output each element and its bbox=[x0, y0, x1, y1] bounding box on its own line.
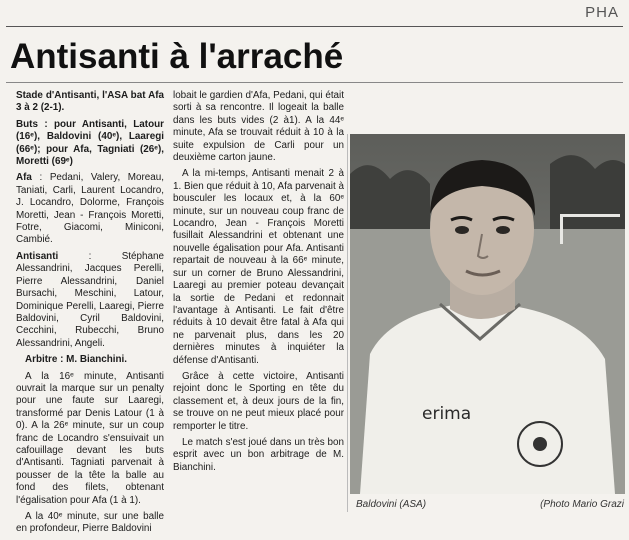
afa-lineup bbox=[16, 172, 164, 246]
afa-lineup-text: : Pedani, Valery, Moreau, Taniati, Carli, Laurent Locandro, J. Locandro, Dolorme, François Moretti, Jean - François Moretti, Fotre, Giacomi, Miniconi, Cambié. bbox=[16, 172, 164, 246]
body-paragraph-4: A la mi-temps, Antisanti menait 2 à 1. Bien que réduit à 10, Afa parvenait à bousculer les locaux et, à la 60ᵉ minute, sur un nouveau coup franc de Locandro, Jean - François Moretti fusillait Alessandrini et obtenant une nouvelle égalisation pour Afa. Antisanti repartait de nouveau à la 66ᵉ minute, sur un corner de Bruno Alessandrini, Laaregi au premier poteau devançait la sortie de Pedani et redonnait l'avantage à Antisanti. Le fait d'être réduits à 10 devait être fatal à Afa qui ne parvenait plus, dans les 20 dernières minutes à inquiéter la défense d'Antisanti. bbox=[173, 168, 344, 366]
body-paragraph-2: A la 40ᵉ minute, sur une balle en profondeur, Pierre Baldovini bbox=[16, 511, 164, 535]
photo-caption bbox=[356, 499, 624, 510]
antisanti-label: Antisanti bbox=[16, 250, 59, 262]
scorers-paragraph: Buts : pour Antisanti, Latour (16ᵉ), Baldovini (40ᵉ), Laaregi (66ᵉ); pour Afa, Tagniati (26ᵉ), Moretti (69ᵉ) bbox=[16, 118, 164, 168]
body-paragraph-5: Grâce à cette victoire, Antisanti rejoint donc le Sporting en tête du classement et, à deux jours de la fin, se trouve on ne peut mieux placé pour remporter le titre. bbox=[173, 370, 344, 432]
afa-label: Afa bbox=[16, 172, 32, 184]
body-paragraph-1: A la 16ᵉ minute, Antisanti ouvrait la marque sur un penalty pour une faute sur Laaregi, transformé par Denis Latour (1 à 0). A la 26ᵉ minute, sur un coup franc de Locandro s'ensuivait un cafouillage devant les buts d'Antisanti. Tagniati parvenait à pousser de la tête la balle au fond des filets, obtenant l'égalisation pour Afa (1 à 1). bbox=[16, 370, 164, 506]
antisanti-lineup-text: : Stéphane Alessandrini, Jacques Perelli, Pierre Alessandrini, Daniel Bursachi, Meschini, Latour, Dominique Perelli, Laaregi, Pierre Baldovini, Cyril Baldovini, Cecchini, Rubecchi, Bruno Alessandrini, Angeli. bbox=[16, 250, 164, 349]
top-rule bbox=[6, 26, 623, 27]
referee-line: Arbitre : M. Bianchini. bbox=[25, 354, 128, 366]
caption-subject: Baldovini (ASA) bbox=[356, 499, 427, 510]
shirt-text: erima bbox=[422, 404, 472, 424]
body-paragraph-3: lobait le gardien d'Afa, Pedani, qui était sorti à sa rencontre. Il logeait la balle dans les buts vides (2 à1). A la 44ᵉ minute, Afa se trouvait réduit à 10 à la suite expulsion de Carli pour un deuxième carton jaune. bbox=[173, 90, 344, 164]
headline-rule bbox=[6, 82, 623, 83]
body-paragraph-6: Le match s'est joué dans un très bon esprit avec un bon arbitrage de M. Bianchini. bbox=[173, 436, 344, 473]
section-tag: PHA bbox=[585, 4, 619, 21]
headline: Antisanti à l'arraché bbox=[10, 37, 344, 76]
player-photo bbox=[350, 134, 625, 494]
column-separator bbox=[347, 134, 348, 512]
caption-credit: (Photo Mario Grazi bbox=[540, 499, 624, 510]
article-column-2 bbox=[173, 90, 344, 478]
antisanti-lineup bbox=[16, 251, 164, 350]
lead-paragraph: Stade d'Antisanti, l'ASA bat Afa 3 à 2 (2-1). bbox=[16, 90, 164, 114]
article-column-1 bbox=[16, 90, 164, 540]
player-photo-illustration bbox=[350, 134, 625, 494]
